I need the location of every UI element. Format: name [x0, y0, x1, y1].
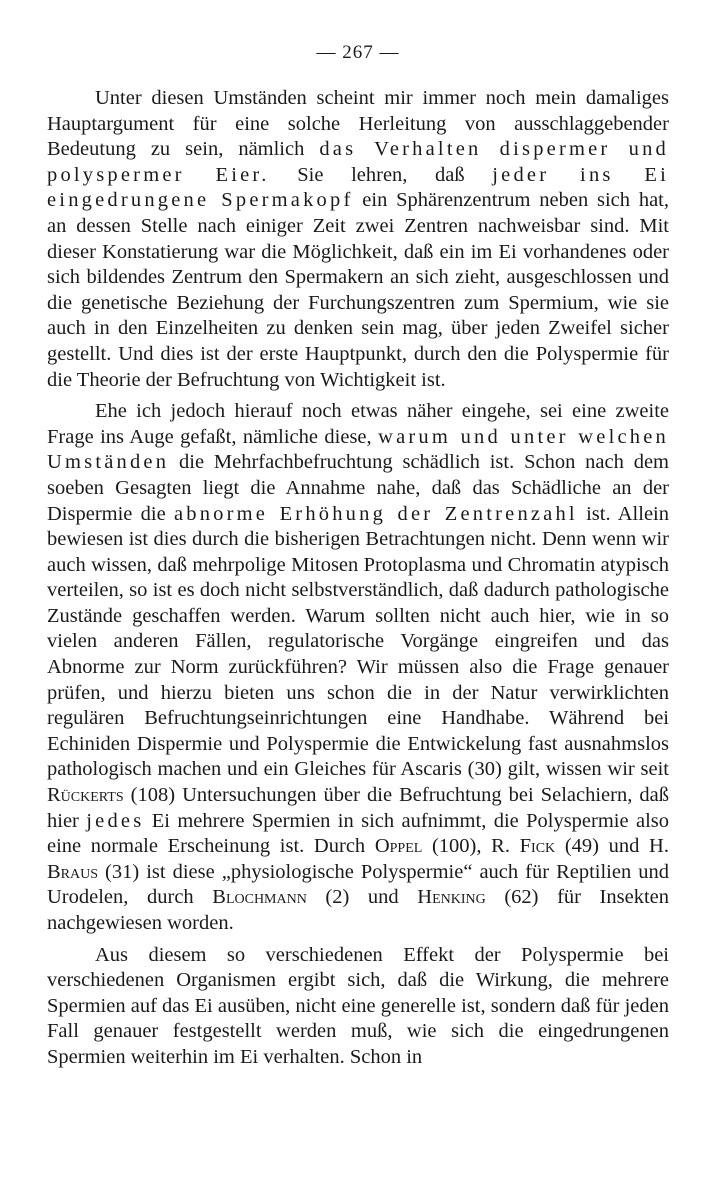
emphasized-text: abnorme Erhöhung der Zentrenzahl	[173, 502, 578, 525]
author-name: Rückerts	[47, 784, 124, 807]
text-segment: ein Sphärenzentrum neben sich hat, an dessen Stelle nach einiger Zeit zwei Zentren nachweisbar sind. Mit dieser Konstatierung war die Möglichkeit, daß ein im Ei vorhandenes oder sich bildendes Zentrum den Spermakern an sich zieht, ausgeschlossen und die genetische Beziehung der Furchungszentren zum Spermium, wie sie auch in den Einzelheiten zu denken sein mag, über jeden Zweifel sicher gestellt. Und dies ist der erste Hauptpunkt, durch den die Polyspermie für die Theorie der Befruchtung von Wichtigkeit ist.	[47, 189, 669, 391]
text-segment: (49) und H.	[555, 835, 669, 858]
text-segment: (108) Untersuchungen über die Befruchtung bei Selachiern, daß hier	[47, 784, 669, 832]
author-name: Braus	[47, 860, 99, 883]
document-page	[47, 42, 669, 1077]
text-segment: Sie lehren, daß	[269, 163, 493, 186]
paragraph	[47, 86, 669, 393]
text-segment: (100), R.	[422, 835, 520, 858]
author-name: Henking	[417, 886, 486, 909]
paragraph	[47, 399, 669, 936]
author-name: Blochmann	[212, 886, 307, 909]
text-segment: (62) für Insekten nachgewiesen worden.	[47, 886, 670, 934]
body-text	[47, 86, 669, 1071]
text-segment: Ei mehrere Spermien in sich aufnimmt, die Polyspermie also eine normale Erscheinung ist. Durch	[47, 809, 669, 858]
text-segment: (2) und	[306, 886, 418, 909]
author-name: Oppel	[374, 835, 423, 858]
text-segment: die Mehrfachbefruchtung schädlich ist. Schon nach dem soeben Gesagten liegt die Annahme nahe, daß das Schädliche an der Dispermie die	[47, 451, 669, 525]
text-segment: Aus diesem so verschiedenen Effekt der Polyspermie bei verschiedenen Organismen ergibt sich, daß die Wirkung, die mehrere Spermien auf das Ei ausüben, nicht eine generelle ist, sondern daß für jeden Fall genauer festgestellt werden muß, wie sich die eingedrungenen Spermien weiterhin im Ei verhalten. Schon in	[47, 943, 669, 1068]
emphasized-text: jeder ins Ei eingedrungene Spermakopf	[47, 163, 670, 212]
author-name: Fick	[519, 835, 556, 858]
emphasized-text: das Verhalten dispermer und polyspermer Eier.	[47, 138, 669, 186]
emphasized-text: warum und unter welchen Umständen	[47, 425, 669, 474]
text-segment: (31) ist diese „physiologische Polyspermie“ auch für Reptilien und Urodelen, durch	[47, 860, 669, 909]
paragraph	[47, 943, 669, 1071]
page-number: — 267 —	[316, 42, 400, 63]
emphasized-text: jedes	[86, 809, 145, 832]
text-segment: ist. Allein bewiesen ist dies durch die bisherigen Betrachtungen nicht. Denn wenn wir auch wissen, daß mehrpolige Mitosen Protoplasma und Chromatin atypisch verteilen, so ist es doch nicht selbstverständlich, daß dadurch pathologische Zustände geschaffen werden. Warum sollten nicht auch hier, wie in so vielen anderen Fällen, regulatorische Vorgänge eingreifen und das Abnorme zur Norm zurückführen? Wir müssen also die Frage genauer prüfen, und hierzu bieten uns schon die in der Natur verwirklichten regulären Befruchtungseinrichtungen eine Handhabe. Während bei Echiniden Dispermie und Polyspermie die Entwickelung fast ausnahmslos pathologisch machen und ein Gleiches für Ascaris (30) gilt, wissen wir seit	[47, 502, 669, 781]
text-segment: Unter diesen Umständen scheint mir immer noch mein damaliges Hauptargument für eine solche Herleitung von ausschlaggebender Bedeutung zu sein, nämlich	[47, 87, 669, 161]
text-segment: Ehe ich jedoch hierauf noch etwas näher eingehe, sei eine zweite Frage ins Auge gefaßt, nämliche diese,	[47, 400, 669, 448]
